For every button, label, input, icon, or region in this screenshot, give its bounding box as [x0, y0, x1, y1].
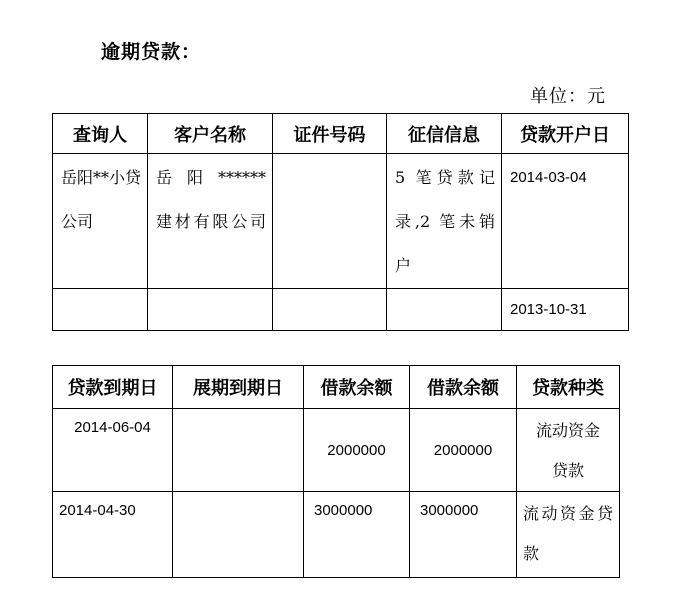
table-row: [53, 409, 620, 492]
table-header-row: [53, 366, 620, 409]
header-loan-balance: 借款余额: [304, 366, 410, 409]
table-cell: [502, 289, 629, 331]
header-loan-open-date: 贷款开户日: [502, 114, 629, 154]
cell-credit-info: 5 笔贷款记录,2 笔未销户: [395, 168, 495, 275]
table-row: [53, 492, 620, 578]
table-header-row: [53, 114, 629, 154]
table-cell: [410, 492, 517, 578]
table-cell: [387, 289, 502, 331]
header-inquirer: 查询人: [53, 114, 148, 154]
table-cell: [410, 409, 517, 492]
unit-label: 单位：元: [530, 86, 606, 107]
table-cell: [273, 289, 387, 331]
cell-loan-balance: 3000000: [420, 502, 479, 519]
table-cell: [273, 154, 387, 289]
cell-loan-balance: 2000000: [433, 441, 493, 459]
cell-loan-due-date: 2014-06-04: [74, 419, 151, 436]
cell-loan-balance: 2000000: [327, 441, 386, 459]
table-cell: [517, 409, 620, 492]
table-cell: [148, 154, 273, 289]
loan-maturity-table: [52, 365, 620, 578]
table-row: [53, 289, 629, 331]
cell-loan-open-date: 2013-10-31: [510, 300, 587, 318]
header-credit-info: 征信信息: [387, 114, 502, 154]
table-cell: [53, 289, 148, 331]
table-cell: [148, 289, 273, 331]
cell-loan-balance: 3000000: [314, 502, 373, 519]
cell-empty: [148, 289, 272, 296]
cell-loan-open-date: 2014-03-04: [510, 169, 587, 186]
header-loan-type: 贷款种类: [517, 366, 620, 409]
table-cell: [53, 154, 148, 289]
table-cell: [173, 409, 304, 492]
table-cell: [502, 154, 629, 289]
cell-empty: [387, 289, 501, 296]
header-id-number: 证件号码: [273, 114, 387, 154]
cell-id-number: [273, 154, 386, 161]
table-row: [53, 154, 629, 289]
cell-empty: [53, 289, 147, 296]
cell-loan-due-date: 2014-04-30: [59, 502, 136, 519]
table-cell: [173, 492, 304, 578]
cell-customer-name: 岳 阳 ****** 建材有限公司: [156, 168, 266, 231]
table-cell: [387, 154, 502, 289]
page-heading: 逾期贷款：: [101, 41, 202, 63]
cell-loan-type: 流动资金贷款: [523, 504, 613, 563]
table-cell: [304, 409, 410, 492]
table-cell: [53, 409, 173, 492]
header-loan-balance: 借款余额: [410, 366, 517, 409]
table-cell: [53, 492, 173, 578]
cell-loan-type: 流动资金贷款: [535, 421, 600, 480]
cell-inquirer: 岳阳**小贷公司: [61, 168, 142, 231]
table-cell: [517, 492, 620, 578]
cell-empty: [273, 289, 386, 296]
header-loan-due-date: 贷款到期日: [53, 366, 173, 409]
table-cell: [304, 492, 410, 578]
loan-query-table: [52, 113, 629, 331]
header-customer-name: 客户名称: [148, 114, 273, 154]
header-extension-due-date: 展期到期日: [173, 366, 304, 409]
